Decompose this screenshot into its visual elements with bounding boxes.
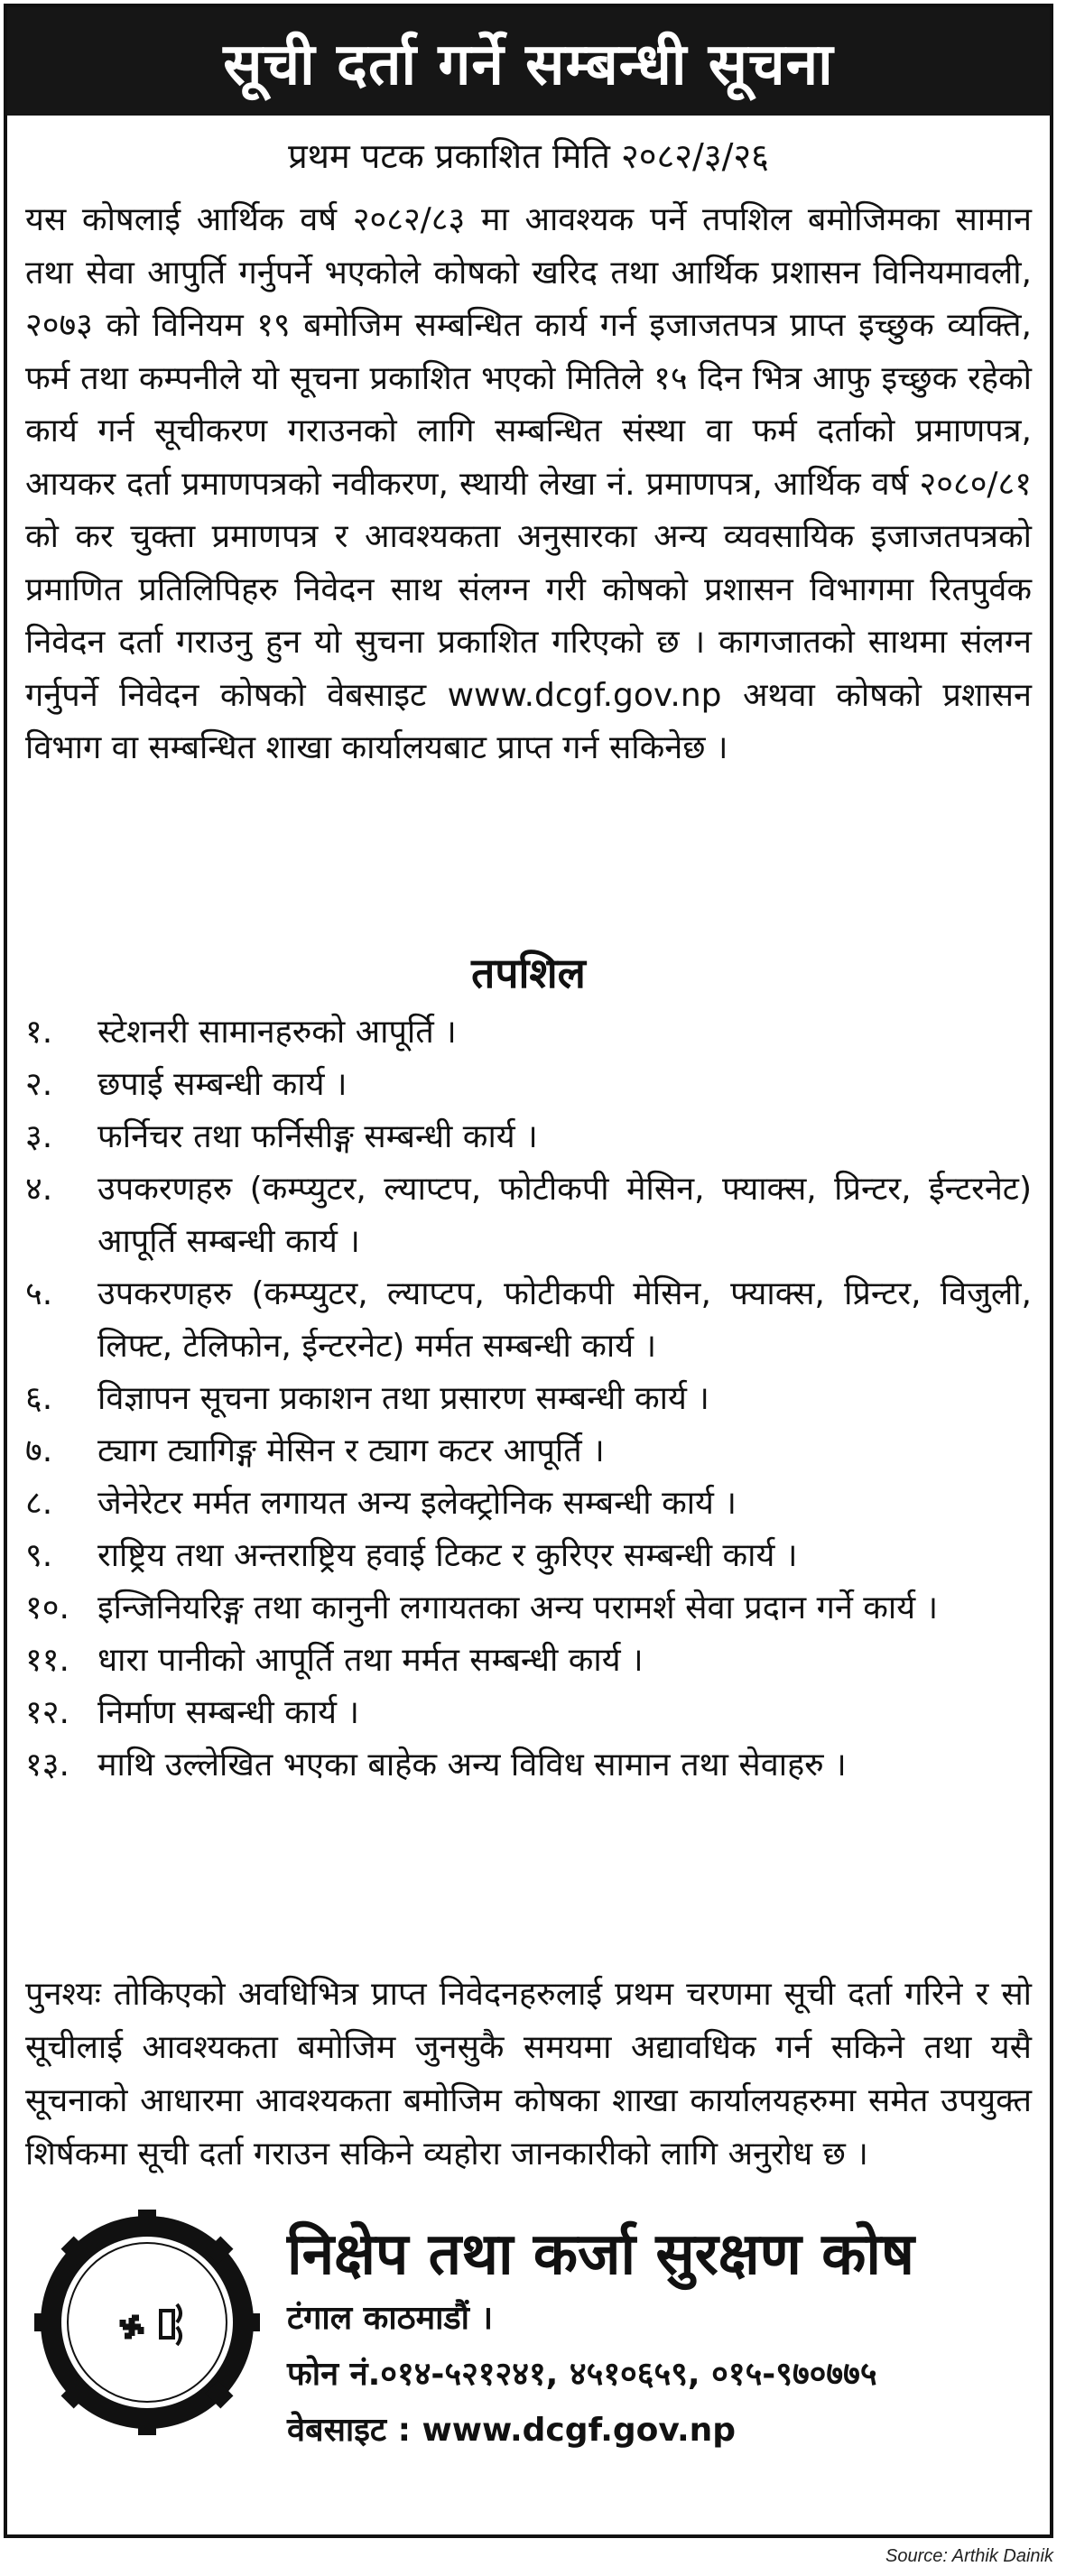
notice-title-bar bbox=[7, 7, 1050, 116]
list-item bbox=[25, 1059, 1032, 1111]
list-item bbox=[25, 1111, 1032, 1163]
list-item bbox=[25, 1373, 1032, 1425]
postscript-paragraph: पुनश्यः तोकिएको अवधिभित्र प्राप्त निवेदनहरुलाई प्रथम चरणमा सूची दर्ता गरिने र सो सूचीलाई आवश्यकता बमोजिम जुनसुकै समयमा अद्यावधिक गर्न सकिने तथा यसै सूचनाको आधारमा आवश्यकता बमोजिम कोषका शाखा कार्यालयहरुमा समेत उपयुक्त शिर्षकमा सूची दर्ता गराउन सकिने व्यहोरा जानकारीको लागि अनुरोध छ । bbox=[25, 1976, 1032, 2173]
item-text: फर्निचर तथा फर्निसीङ्ग सम्बन्धी कार्य । bbox=[97, 1118, 538, 1155]
item-text: धारा पानीको आपूर्ति तथा मर्मत सम्बन्धी कार्य । bbox=[97, 1642, 644, 1679]
item-number: २. bbox=[25, 1066, 53, 1103]
item-text: छपाई सम्बन्धी कार्य । bbox=[97, 1066, 348, 1103]
item-text: माथि उल्लेखित भएका बाहेक अन्य विविध सामान तथा सेवाहरु । bbox=[97, 1747, 847, 1784]
organization-block bbox=[287, 2219, 1045, 2459]
list-item bbox=[25, 1425, 1032, 1478]
item-number: १३. bbox=[25, 1747, 70, 1784]
item-number: ६. bbox=[25, 1380, 53, 1417]
item-number: ११. bbox=[25, 1642, 70, 1679]
item-text: विज्ञापन सूचना प्रकाशन तथा प्रसारण सम्बन्धी कार्य । bbox=[97, 1380, 709, 1417]
first-published-date: प्रथम पटक प्रकाशित मिति २०८२/३/२६ bbox=[288, 136, 769, 176]
organization-address: टंगाल काठमाडौं । bbox=[287, 2300, 494, 2337]
item-text: निर्माण सम्बन्धी कार्य । bbox=[97, 1694, 360, 1731]
notice-frame bbox=[4, 4, 1053, 2538]
item-number: ३. bbox=[25, 1118, 53, 1155]
list-item bbox=[25, 1268, 1032, 1373]
notice-title: सूची दर्ता गर्ने सम्बन्धी सूचना bbox=[223, 31, 834, 98]
source-credit: Source: Arthik Dainik bbox=[885, 2546, 1053, 2566]
list-item bbox=[25, 1687, 1032, 1739]
list-item bbox=[25, 1739, 1032, 1792]
item-text: उपकरणहरु (कम्प्युटर, ल्याप्टप, फोटीकपी मेसिन, फ्याक्स, प्रिन्टर, विजुली, लिफ्ट, टेलिफोन, ईन्टरनेट) मर्मत सम्बन्धी कार्य । bbox=[97, 1275, 1032, 1365]
organization-website: वेबसाइट : www.dcgf.gov.np bbox=[287, 2412, 737, 2449]
item-text: उपकरणहरु (कम्प्युटर, ल्याप्टप, फोटीकपी मेसिन, फ्याक्स, प्रिन्टर, ईन्टरनेट) आपूर्ति सम्बन्धी कार्य । bbox=[97, 1171, 1032, 1260]
list-item bbox=[25, 1530, 1032, 1582]
item-text: इन्जिनियरिङ्ग तथा कानुनी लगायतका अन्य परामर्श सेवा प्रदान गर्ने कार्य । bbox=[97, 1589, 939, 1626]
list-item bbox=[25, 1582, 1032, 1635]
item-number: ७. bbox=[25, 1432, 53, 1469]
item-number: १०. bbox=[25, 1589, 70, 1626]
organization-name: निक्षेप तथा कर्जा सुरक्षण कोष bbox=[287, 2221, 914, 2288]
item-text: ट्याग ट्यागिङ्ग मेसिन र ट्याग कटर आपूर्ति । bbox=[97, 1432, 605, 1469]
item-number: ९. bbox=[25, 1537, 53, 1574]
organization-phone: फोन नं.०१४-५२१२४१, ४५१०६५९, ०१५-९७०७७५ bbox=[287, 2356, 877, 2393]
list-item bbox=[25, 1006, 1032, 1059]
details-heading: तपशिल bbox=[471, 949, 586, 997]
item-number: ४. bbox=[25, 1171, 53, 1208]
intro-paragraph: यस कोषलाई आर्थिक वर्ष २०८२/८३ मा आवश्यक पर्ने तपशिल बमोजिमका सामान तथा सेवा आपुर्ति गर्नुपर्ने भएकोले कोषको खरिद तथा आर्थिक प्रशासन विनियमावली, २०७३ को विनियम १९ बमोजिम सम्बन्धित कार्य गर्न इजाजतपत्र प्राप्त इच्छुक व्यक्ति, फर्म तथा कम्पनीले यो सूचना प्रकाशित भएको मितिले १५ दिन भित्र आफु इच्छुक रहेको कार्य गर्न सूचीकरण गराउनको लागि सम्बन्धित संस्था वा फर्म दर्ताको प्रमाणपत्र, आयकर दर्ता प्रमाणपत्रको नवीकरण, स्थायी लेखा नं. प्रमाणपत्र, आर्थिक वर्ष २०८०/८१ को कर चुक्ता प्रमाणपत्र र आवश्यकता अनुसारका अन्य व्यवसायिक इजाजतपत्रको प्रमाणित प्रतिलिपिहरु निवेदन साथ संलग्न गरी कोषको प्रशासन विभागमा रितपुर्वक निवेदन दर्ता गराउनु हुन यो सुचना प्रकाशित गरिएको छ । कागजातको साथमा संलग्न गर्नुपर्ने निवेदन कोषको वेबसाइट www.dcgf.gov.np अथवा कोषको प्रशासन विभाग वा सम्बन्धित शाखा कार्यालयबाट प्राप्त गर्न सकिनेछ । bbox=[25, 201, 1032, 766]
list-item bbox=[25, 1478, 1032, 1530]
details-list bbox=[25, 1006, 1032, 1792]
item-text: राष्ट्रिय तथा अन्तराष्ट्रिय हवाई टिकट र कुरिएर सम्बन्धी कार्य । bbox=[97, 1537, 798, 1574]
item-number: ८. bbox=[25, 1485, 53, 1522]
list-item bbox=[25, 1635, 1032, 1687]
item-number: ५. bbox=[25, 1275, 53, 1312]
item-text: जेनेरेटर मर्मत लगायत अन्य इलेक्ट्रोनिक सम्बन्धी कार्य । bbox=[97, 1485, 737, 1522]
item-text: स्टेशनरी सामानहरुको आपूर्ति । bbox=[97, 1014, 457, 1051]
list-item bbox=[25, 1163, 1032, 1268]
item-number: १. bbox=[25, 1014, 53, 1051]
item-number: १२. bbox=[25, 1694, 70, 1731]
organization-seal-logo bbox=[34, 2210, 260, 2435]
